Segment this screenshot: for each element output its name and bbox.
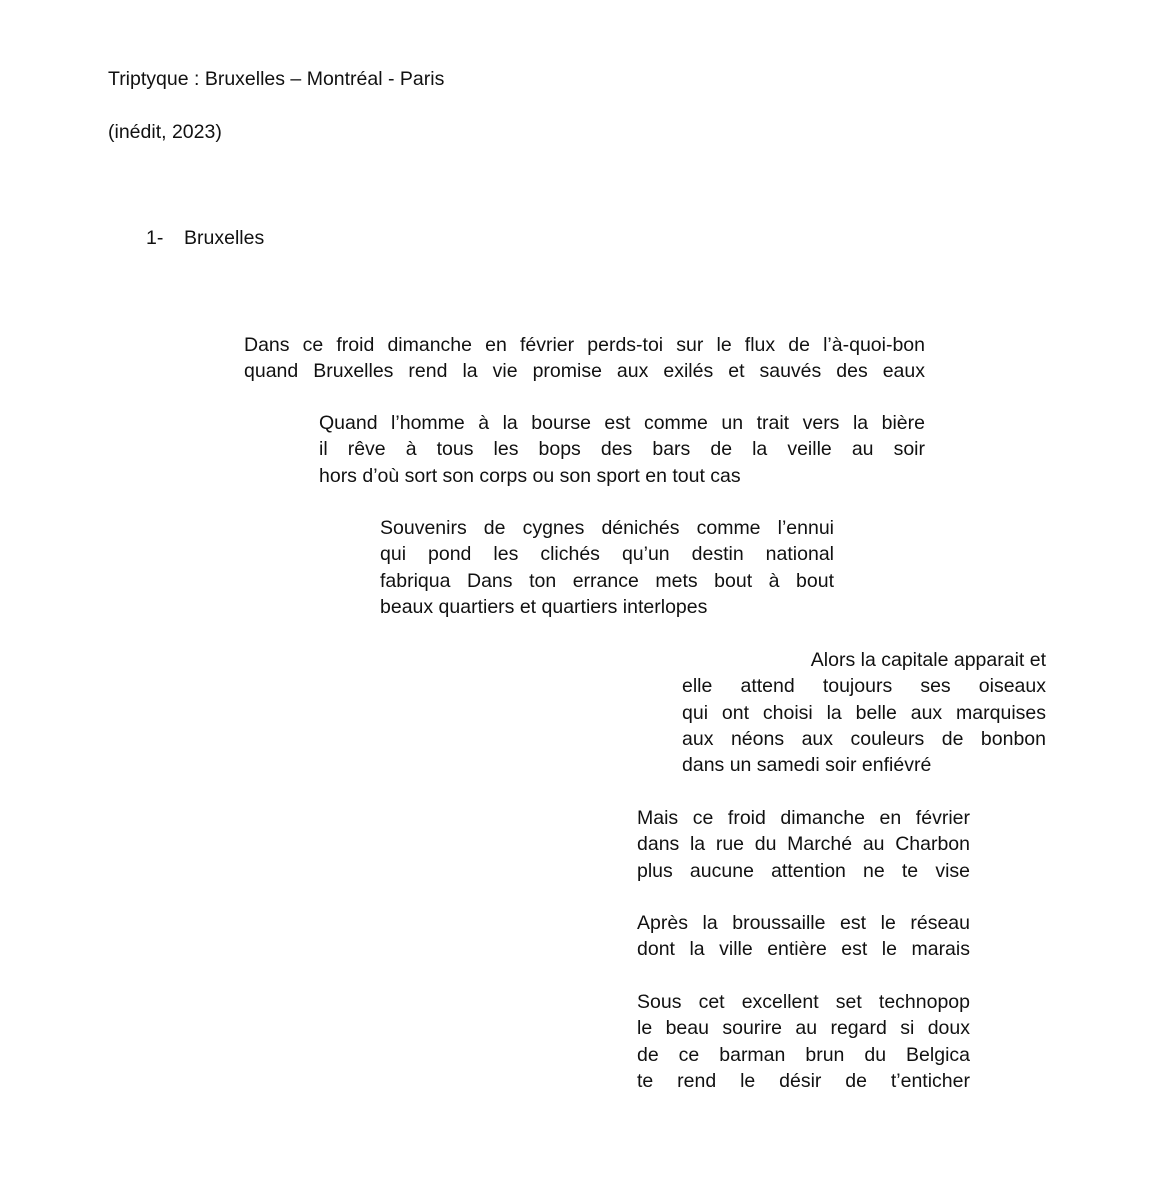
section-number: 1- (146, 227, 164, 249)
poem-line: Après la broussaille est le réseau (637, 912, 970, 934)
poem-line: beaux quartiers et quartiers interlopes (380, 595, 708, 618)
poem-line: dans la rue du Marché au Charbon (637, 833, 970, 856)
poem-stanza-1 (244, 332, 925, 385)
poem-line: Souvenirs de cygnes dénichés comme l’ennui (380, 517, 834, 539)
poem-line: qui pond les clichés qu’un destin national (380, 543, 834, 566)
poem-stanza-3 (380, 515, 834, 620)
poem-line: quand Bruxelles rend la vie promise aux exilés et sauvés des eaux (244, 360, 925, 383)
poem-line: dans un samedi soir enfiévré (682, 754, 932, 777)
section-title: Bruxelles (184, 227, 265, 249)
poem-stanza-5 (637, 805, 970, 884)
poem-line: de ce barman brun du Belgica (637, 1043, 970, 1066)
poem-stanza-4 (682, 647, 1046, 778)
poem-line: elle attend toujours ses oiseaux (682, 675, 1046, 698)
poem-line: plus aucune attention ne te vise (637, 859, 970, 882)
poem-line: Dans ce froid dimanche en février perds-toi sur le flux de l’à-quoi-bon (244, 334, 925, 356)
poem-stanza-7 (637, 989, 970, 1094)
poem-line: qui ont choisi la belle aux marquises (682, 701, 1046, 724)
document-subtitle: (inédit, 2023) (108, 121, 222, 143)
poem-line: te rend le désir de t’enticher (637, 1069, 970, 1092)
poem-line: Quand l’homme à la bourse est comme un trait vers la bière (319, 412, 925, 434)
poem-line: Alors la capitale apparait et (810, 649, 1046, 671)
document-title: Triptyque : Bruxelles – Montréal - Paris (108, 68, 445, 90)
poem-line: hors d’où sort son corps ou son sport en tout cas (319, 464, 741, 487)
poem-line: Mais ce froid dimanche en février (637, 807, 970, 829)
poem-stanza-6 (637, 910, 970, 963)
poem-stanza-2 (319, 410, 925, 489)
poem-line: fabriqua Dans ton errance mets bout à bout (380, 569, 834, 592)
poem-line: aux néons aux couleurs de bonbon (682, 727, 1046, 750)
poem-line: Sous cet excellent set technopop (637, 991, 970, 1013)
poem-line: dont la ville entière est le marais (637, 938, 970, 961)
poem-line: il rêve à tous les bops des bars de la veille au soir (319, 438, 925, 461)
poem-line: le beau sourire au regard si doux (637, 1017, 970, 1040)
